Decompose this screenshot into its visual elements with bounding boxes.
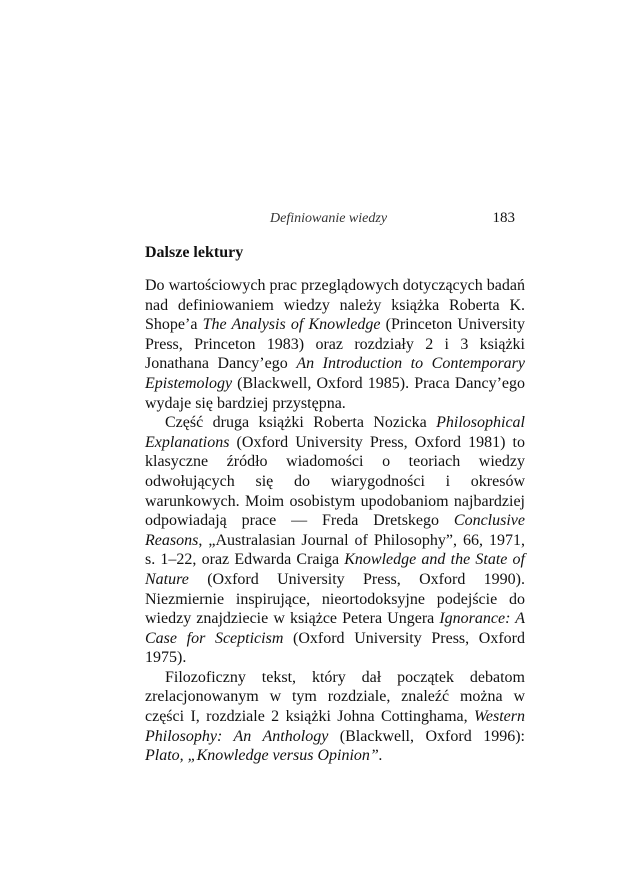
section-title: Dalsze lektury [145, 244, 244, 261]
book-title-analysis-of-knowledge: The Analysis of Knowledge [202, 316, 381, 334]
paragraph-1-text-e: (Blackwell, Oxford 1985). Praca Dancy’ego wydaje się bardziej przystępna. [145, 374, 525, 412]
book-title-philosophical-explanations: Philosophical Explanations [145, 414, 525, 451]
article-title-conclusive-reasons: Conclusive Reasons [145, 512, 525, 549]
chapter-title-plato: Plato, „Knowledge versus Opinion”. [145, 747, 383, 765]
paragraph-2-text-c: (Oxford University Press, Oxford 1981) to klasyczne źródło wiadomości o teoriach wiedzy odwołujących się do wiarygodności i okresów warunkowych. Moim osobistym upodobaniom najbardziej odpowiadają prace — Freda Dretskego [145, 433, 525, 530]
paragraph-2 [145, 413, 525, 668]
paragraph-3 [145, 668, 525, 766]
paragraph-2-text-i: (Oxford University Press, Oxford 1975). [145, 629, 526, 667]
page-number: 183 [492, 210, 515, 226]
book-title-western-philosophy: Western Philosophy: An Anthology [145, 708, 525, 745]
book-title-ignorance: Ignorance: A Case for Scepticism [145, 610, 525, 647]
paragraph-1 [145, 276, 525, 413]
running-head-title: Definiowanie wiedzy [270, 211, 388, 226]
body-text [145, 276, 525, 766]
book-title-introduction-epistemology: An Introduction to Contemporary Epistemology [145, 355, 525, 392]
paragraph-3-text-c: (Blackwell, Oxford 1996): [328, 727, 525, 745]
paragraph-2-text-a: Część druga książki Roberta Nozicka [165, 414, 437, 432]
paragraph-2-text-g: (Oxford University Press, Oxford 1990). Niezmiernie inspirujące, nieortodoksyjne podejście do wiedzy znajdziecie w książce Petera Ungera [145, 570, 525, 628]
paragraph-1-text-a: Do wartościowych prac przeglądowych dotyczących badań nad definiowaniem wiedzy należy książka Roberta K. Shope’a [145, 277, 525, 334]
paragraph-1-text-c: (Princeton University Press, Princeton 1983) oraz rozdziały 2 i 3 książki Jonathana Dancy’ego [145, 316, 525, 373]
paragraph-3-text-a: Filozoficzny tekst, który dał początek debatom zrelacjonowanym w tym rozdziale, znaleźć można w części I, rozdziale 2 książki Johna Cottinghama, [145, 668, 525, 726]
book-title-knowledge-state-of-nature: Knowledge and the State of Nature [145, 551, 526, 588]
paragraph-2-text-e: , „Australasian Journal of Philosophy”, 66, 1971, s. 1–22, oraz Edwarda Craiga [145, 531, 525, 569]
